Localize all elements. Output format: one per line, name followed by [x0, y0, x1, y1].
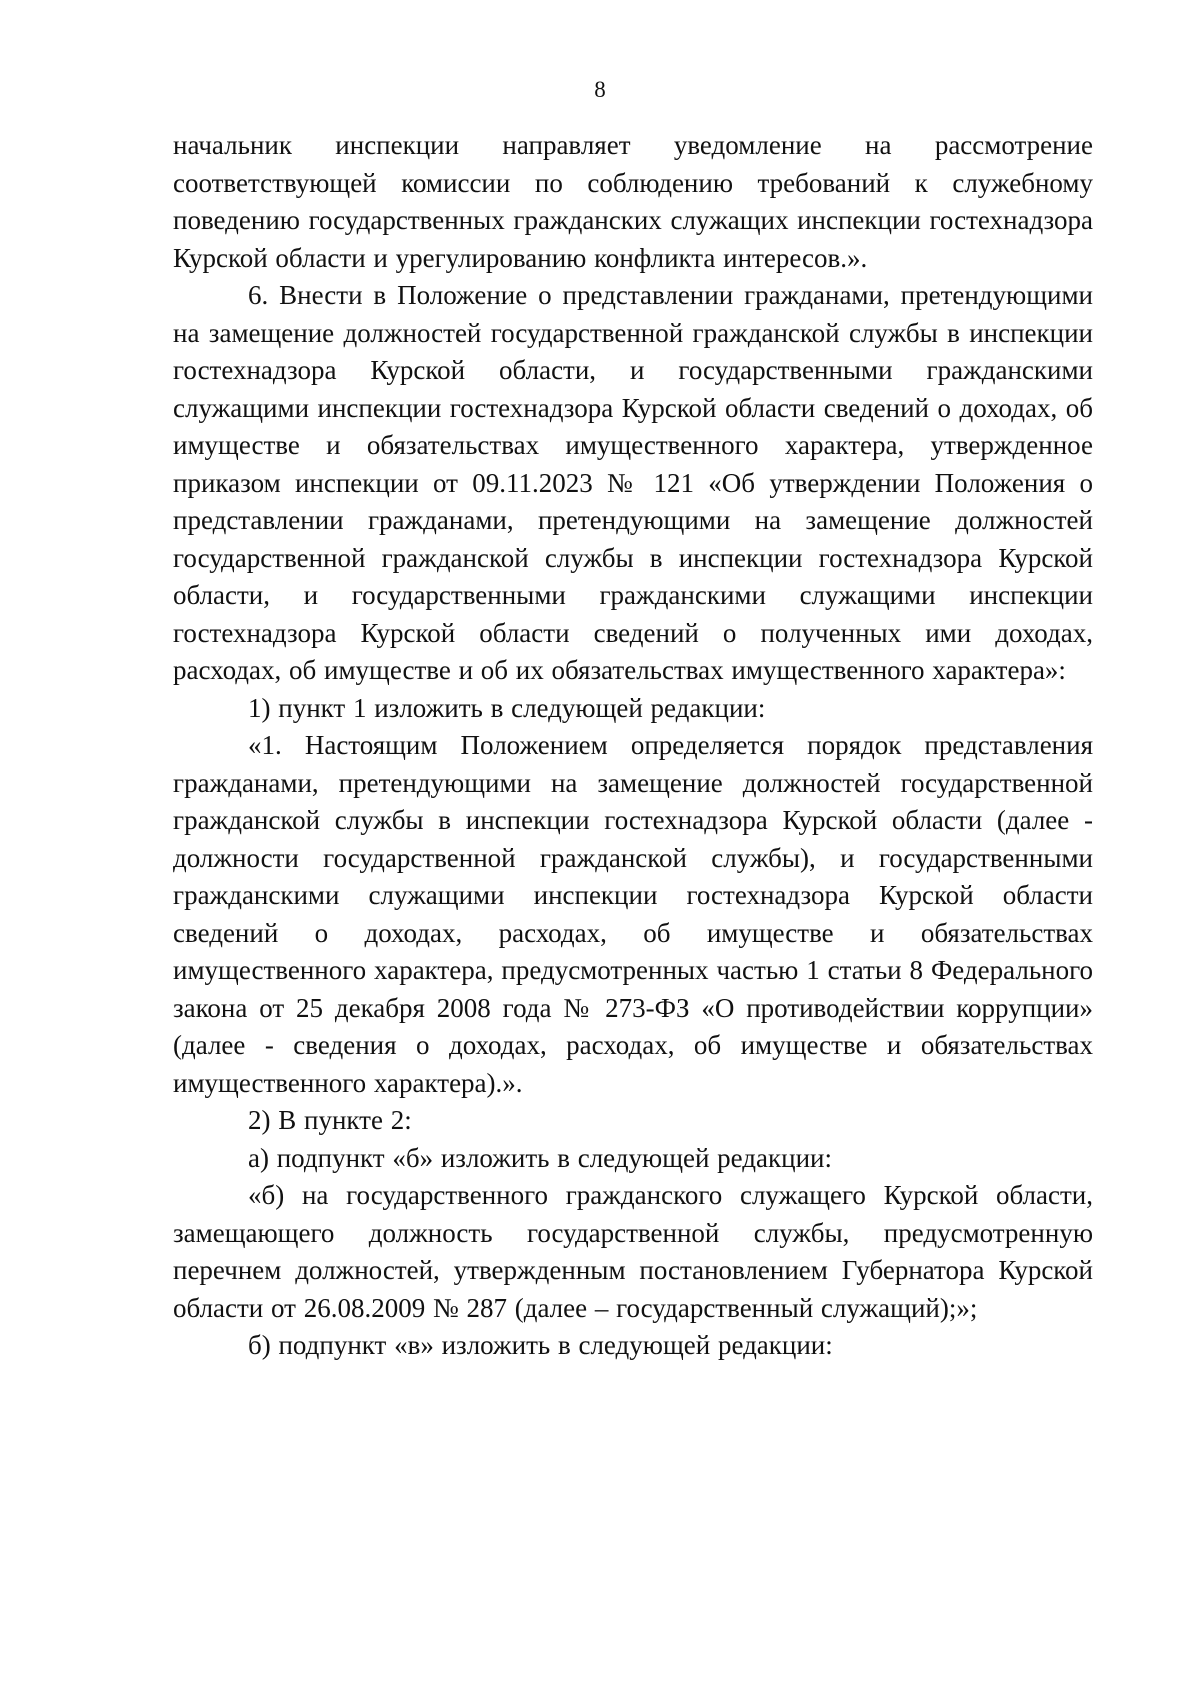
paragraph-notification-end: начальник инспекции направляет уведомление на рассмотрение соответствующей комиссии по соблюдению требований к служебному поведению государственных гражданских служащих инспекции гостехнадзора Курской области и урегулированию конфликта интересов.». — [173, 130, 1093, 273]
page-number: 8 — [594, 77, 606, 102]
paragraph-subpoint-b-new-wording: «б) на государственного гражданского служащего Курской области, замещающего должность государственной службы, предусмотренную перечнем должностей, утвержденным постановлением Губернатора Курской области от 26.08.2009 № 287 (далее – государственный служащий);»; — [173, 1180, 1093, 1323]
paragraph-point-1-new-wording: «1. Настоящим Положением определяется порядок представления гражданами, претендующими на замещение должностей государственной гражданской службы в инспекции гостехнадзора Курской области (далее - должности государственной гражданской службы), и государственными гражданскими служащими инспекции гостехнадзора Курской области сведений о доходах, расходах, об имуществе и обязательствах имущественного характера, предусмотренных частью 1 статьи 8 Федерального закона от 25 декабря 2008 года № 273-ФЗ «О противодействии коррупции» (далее - сведения о доходах, расходах, об имуществе и обязательствах имущественного характера).». — [173, 730, 1093, 1098]
document-body — [173, 127, 1093, 1365]
paragraph-subpoint-b-v: б) подпункт «в» изложить в следующей редакции: — [248, 1330, 833, 1360]
paragraph-subitem-2: 2) В пункте 2: — [248, 1105, 412, 1135]
paragraph-subpoint-a: а) подпункт «б» изложить в следующей редакции: — [248, 1142, 832, 1173]
paragraph-subitem-1: 1) пункт 1 изложить в следующей редакции: — [248, 692, 766, 723]
paragraph-item-6: 6. Внести в Положение о представлении гражданами, претендующими на замещение должностей государственной гражданской службы в инспекции гостехнадзора Курской области, и государственными гражданскими служащими инспекции гостехнадзора Курской области сведений о доходах, об имуществе и обязательствах имущественного характера, утвержденное приказом инспекции от 09.11.2023 № 121 «Об утверждении Положения о представлении гражданами, претендующими на замещение должностей государственной гражданской службы в инспекции гостехнадзора Курской области, и государственными гражданскими служащими инспекции гостехнадзора Курской области сведений о полученных ими доходах, расходах, об имуществе и об их обязательствах имущественного характера»: — [173, 280, 1093, 685]
